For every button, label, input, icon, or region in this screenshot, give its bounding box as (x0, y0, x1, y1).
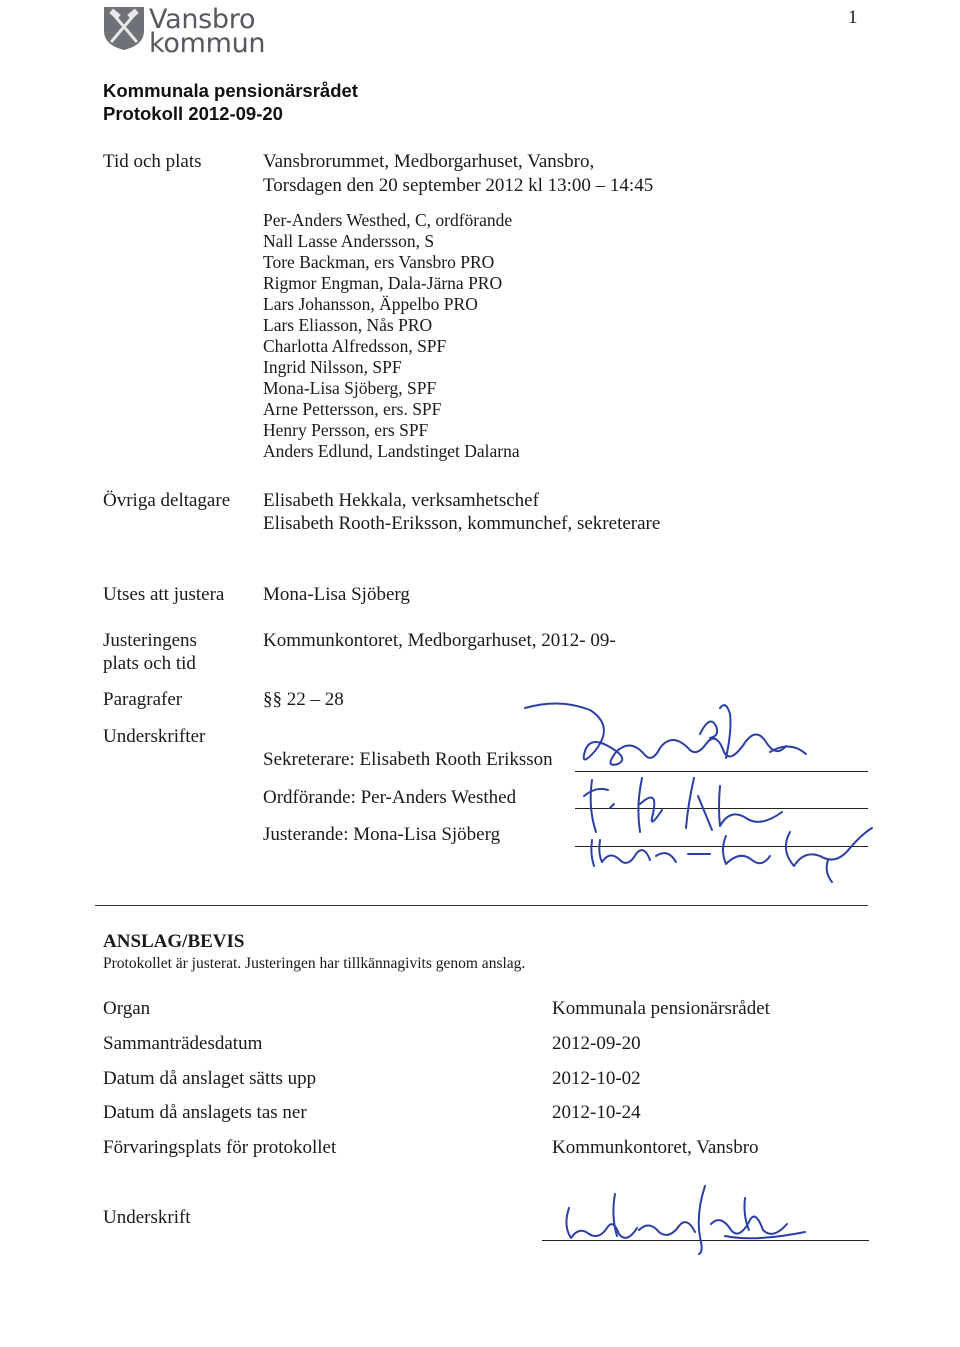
member-item: Tore Backman, ers Vansbro PRO (263, 252, 495, 272)
notice-row-label: Organ (103, 998, 151, 1019)
notice-row-label: Datum då anslaget sätts upp (103, 1068, 317, 1089)
signatures-label: Underskrifter (103, 726, 206, 747)
protocol-date-title: Protokoll 2012-09-20 (103, 103, 283, 124)
paragraphs-label: Paragrafer (103, 689, 183, 710)
notice-row-label: Förvaringsplats för protokollet (103, 1137, 337, 1158)
section-divider (95, 905, 868, 906)
time-place-label: Tid och plats (103, 151, 202, 172)
adjuster-signature-label: Justerande: Mona-Lisa Sjöberg (263, 824, 501, 845)
notice-row-value: Kommunala pensionärsrådet (552, 998, 770, 1019)
notice-row-value: 2012-10-24 (552, 1102, 641, 1123)
member-list (263, 210, 520, 462)
others-list (263, 490, 660, 534)
member-item: Arne Pettersson, ers. SPF (263, 399, 442, 419)
notice-row-label: Sammanträdesdatum (103, 1033, 263, 1054)
member-item: Charlotta Alfredsson, SPF (263, 336, 447, 356)
secretary-signature-label: Sekreterare: Elisabeth Rooth Eriksson (263, 749, 553, 770)
member-item: Rigmor Engman, Dala-Järna PRO (263, 273, 503, 293)
member-item: Lars Eliasson, Nås PRO (263, 315, 433, 335)
committee-title: Kommunala pensionärsrådet (103, 80, 358, 101)
notice-row-value: 2012-09-20 (552, 1033, 641, 1054)
notice-signature (555, 1180, 815, 1255)
page-number: 1 (848, 7, 858, 28)
time-place-line: Vansbrorummet, Medborgarhuset, Vansbro, (263, 151, 595, 172)
notice-row-value: 2012-10-02 (552, 1068, 641, 1089)
member-item: Mona-Lisa Sjöberg, SPF (263, 378, 437, 398)
logo-name-line2: kommun (149, 28, 266, 59)
municipal-crest-icon (102, 5, 146, 51)
member-item: Anders Edlund, Landstinget Dalarna (263, 441, 520, 461)
member-item: Lars Johansson, Äppelbo PRO (263, 294, 478, 314)
adjust-place-label-line: Justeringens (103, 630, 197, 651)
logo-name-line1: Vansbro (149, 4, 256, 35)
time-place-line: Torsdagen den 20 september 2012 kl 13:00 – 14:45 (263, 175, 654, 196)
appointed-value: Mona-Lisa Sjöberg (263, 584, 410, 605)
logo (102, 4, 282, 59)
secretary-signature (520, 696, 820, 776)
paragraphs-value: §§ 22 – 28 (263, 689, 344, 710)
chair-signature-label: Ordförande: Per-Anders Westhed (263, 787, 517, 808)
notice-row-label: Datum då anslagets tas ner (103, 1102, 307, 1123)
member-item: Ingrid Nilsson, SPF (263, 357, 402, 377)
member-item: Henry Persson, ers SPF (263, 420, 429, 440)
notice-signature-label: Underskrift (103, 1207, 191, 1228)
adjust-place-label-line: plats och tid (103, 653, 196, 674)
other-participant: Elisabeth Hekkala, verksamhetschef (263, 490, 539, 511)
adjust-place-value: Kommunkontoret, Medborgarhuset, 2012- 09- (263, 630, 616, 651)
notice-title: ANSLAG/BEVIS (103, 931, 245, 952)
others-label: Övriga deltagare (103, 490, 231, 511)
adjuster-signature (580, 810, 885, 885)
appointed-label: Utses att justera (103, 584, 225, 605)
adjust-place-label (103, 630, 197, 674)
member-item: Nall Lasse Andersson, S (263, 231, 435, 251)
notice-text: Protokollet är justerat. Justeringen har tillkännagivits genom anslag. (103, 955, 526, 972)
notice-row-value: Kommunkontoret, Vansbro (552, 1137, 759, 1158)
time-place-value (263, 151, 653, 196)
member-item: Per-Anders Westhed, C, ordförande (263, 210, 513, 230)
other-participant: Elisabeth Rooth-Eriksson, kommunchef, sekreterare (263, 513, 661, 534)
